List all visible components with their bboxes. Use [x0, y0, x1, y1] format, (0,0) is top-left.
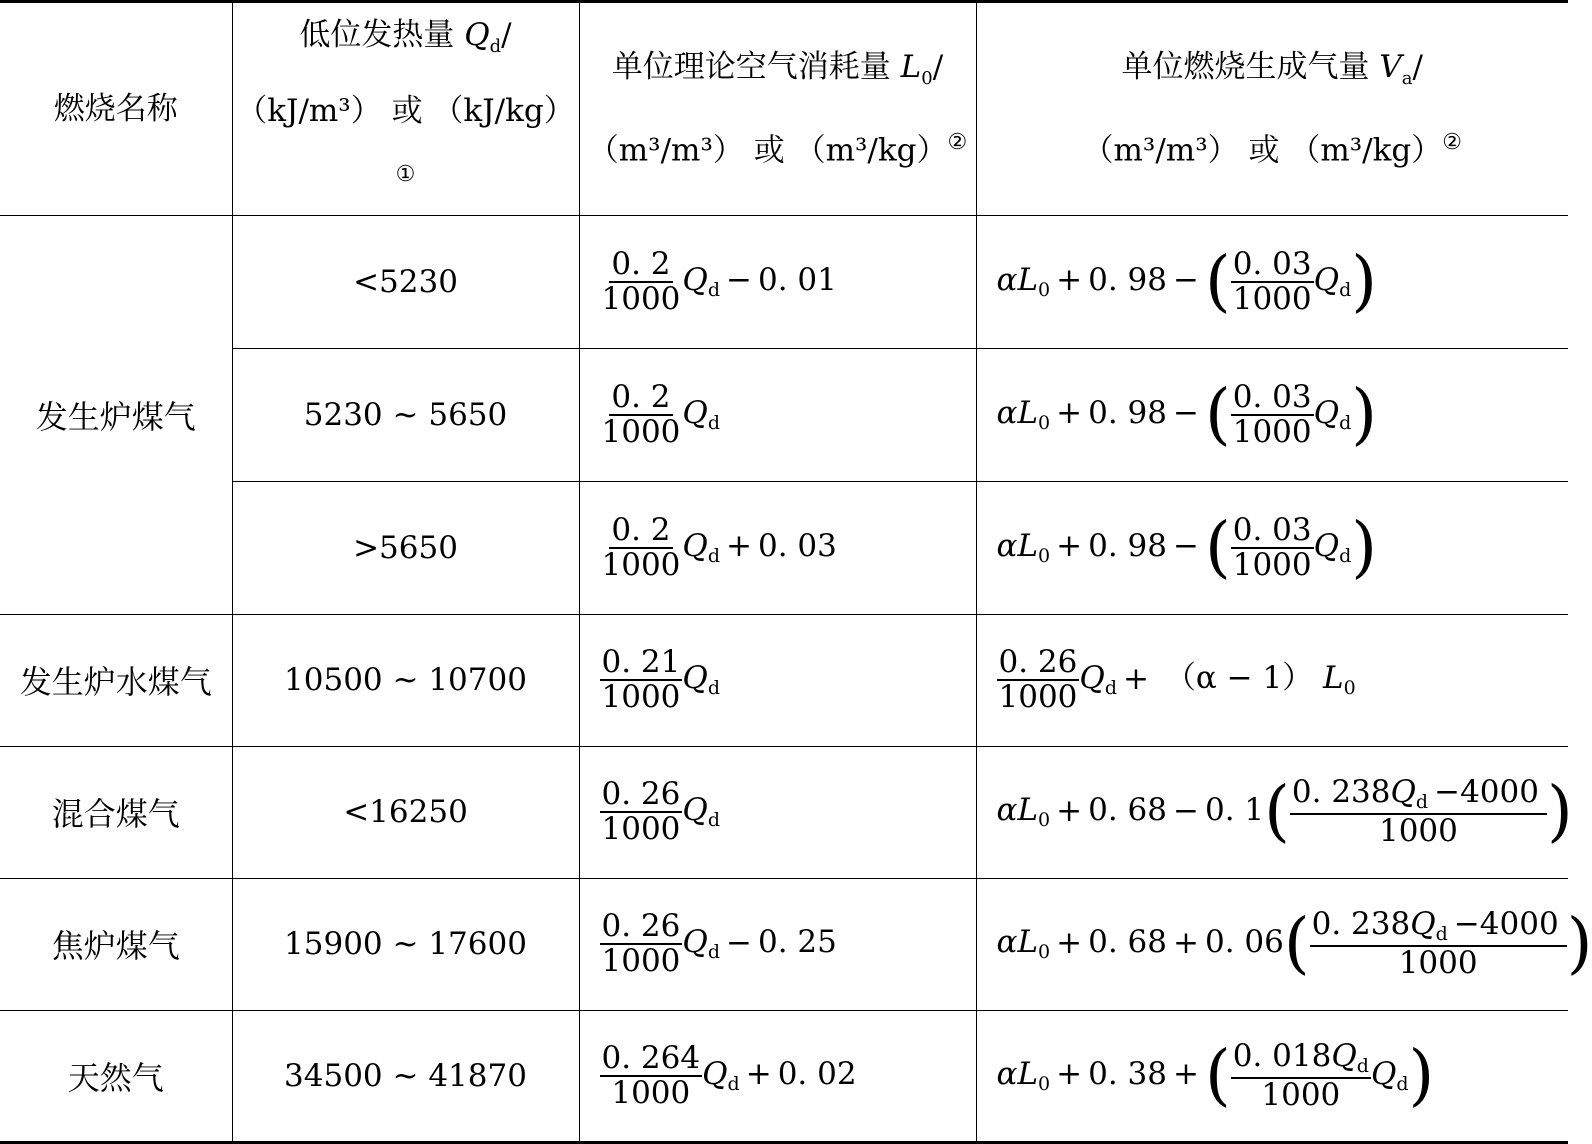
fuel-name-cell: 天然气: [0, 1010, 232, 1142]
header-row: [0, 2, 1568, 216]
air-formula-cell: $\frac{0. 264}{1000}$ $Q_d + 0$. 02: [579, 1010, 976, 1142]
table-row: [0, 878, 1568, 1010]
table-row: [0, 215, 1568, 348]
fuel-name-cell: 发生炉煤气: [0, 215, 232, 614]
table-row: [0, 746, 1568, 878]
header-gas-volume: 单位燃烧生成气量 $V_a/$ （m³/m³） 或 （m³/kg）②: [976, 2, 1568, 216]
calorific-range-cell: 5230 ~ 5650: [232, 348, 579, 481]
header-air-consumption: 单位理论空气消耗量 $L_0/$ （m³/m³） 或 （m³/kg）②: [579, 2, 976, 216]
header-fuel-name: 燃烧名称: [0, 2, 232, 216]
air-formula-cell: $\frac{0. 21}{1000}$ $Q_d$: [579, 614, 976, 746]
calorific-range-cell: <5230: [232, 215, 579, 348]
gas-formula-cell: $\alpha L_0 + 0$. 98 −( $\frac{0. 03}{1000}$ $Q_d$): [976, 215, 1568, 348]
air-formula-cell: $\frac{0. 26}{1000}$ $Q_d$: [579, 746, 976, 878]
air-formula-cell: $\frac{0. 2}{1000}$ $Q_d$: [579, 348, 976, 481]
gas-formula-cell: $\frac{0. 26}{1000}$ $Q_d + (\alpha - 1)$ $L_0$: [976, 614, 1568, 746]
air-formula-cell: $\frac{0. 26}{1000}$ $Q_d - 0$. 25: [579, 878, 976, 1010]
table-row: [0, 481, 1568, 614]
calorific-range-cell: >5650: [232, 481, 579, 614]
footnote-marker: ②: [947, 130, 968, 156]
fuel-name-cell: 焦炉煤气: [0, 878, 232, 1010]
calorific-range-cell: 10500 ~ 10700: [232, 614, 579, 746]
fuel-name-cell: 混合煤气: [0, 746, 232, 878]
table-row: [0, 614, 1568, 746]
calorific-range-cell: 15900 ~ 17600: [232, 878, 579, 1010]
air-formula-cell: $\frac{0. 2}{1000}$ $Q_d - 0$. 01: [579, 215, 976, 348]
gas-formula-cell: $\alpha L_0 + 0$. 38 +( $\frac{0. 018Q_d}{1000}$ $Q_d$): [976, 1010, 1568, 1142]
footnote-marker: ②: [1442, 130, 1462, 156]
gas-formula-cell: $\alpha L_0 + 0$. 68 + 0. 06( $\frac{0. 238Q_d -4000}{1000}$ ): [976, 878, 1568, 1010]
table-row: [0, 1010, 1568, 1142]
fuel-name-cell: 发生炉水煤气: [0, 614, 232, 746]
header-calorific-value: 低位发热量 $Q_d/$ （kJ/m³） 或 （kJ/kg）①: [232, 2, 579, 216]
gas-formula-cell: $\alpha L_0 + 0$. 98 −( $\frac{0. 03}{1000}$ $Q_d$): [976, 481, 1568, 614]
gas-formula-cell: $\alpha L_0 + 0$. 98 −( $\frac{0. 03}{1000}$ $Q_d$): [976, 348, 1568, 481]
table-row: [0, 348, 1568, 481]
gas-formula-cell: $\alpha L_0 + 0$. 68 − 0. 1( $\frac{0. 238Q_d -4000}{1000}$ ): [976, 746, 1568, 878]
footnote-marker: ①: [395, 162, 416, 188]
calorific-range-cell: <16250: [232, 746, 579, 878]
air-formula-cell: $\frac{0. 2}{1000}$ $Q_d + 0$. 03: [579, 481, 976, 614]
calorific-range-cell: 34500 ~ 41870: [232, 1010, 579, 1142]
